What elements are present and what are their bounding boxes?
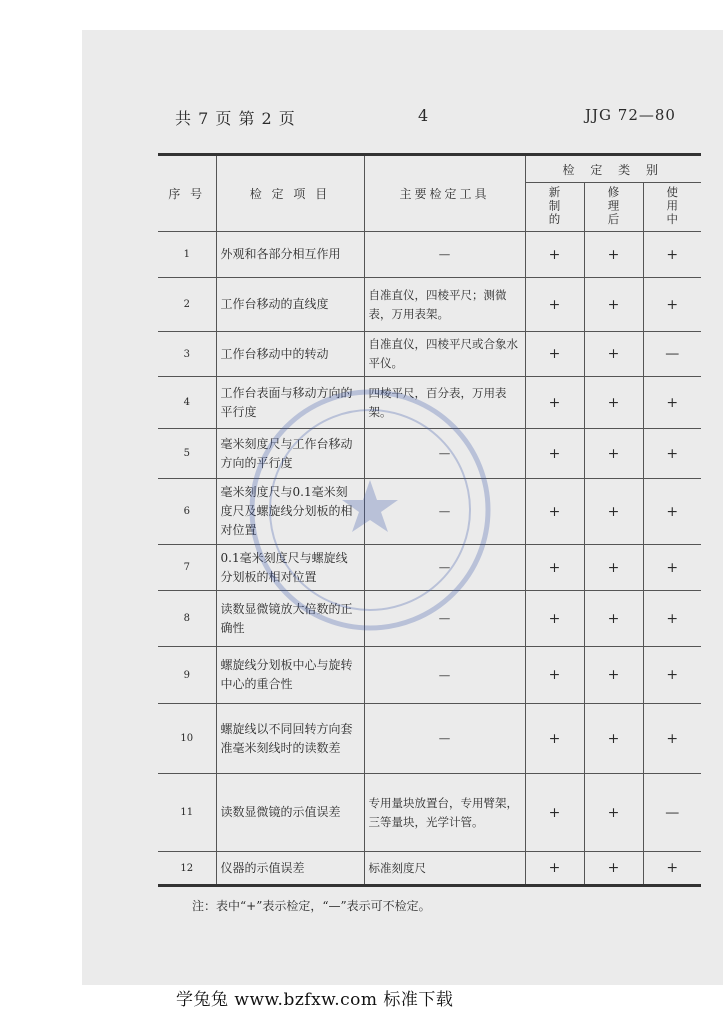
row-number: 9 [158, 647, 216, 704]
row-tools: — [364, 704, 525, 774]
row-tools: — [364, 429, 525, 479]
row-tools: — [364, 591, 525, 647]
table-row [158, 278, 701, 332]
verification-items-table [158, 153, 701, 887]
header-category: 检 定 类 别 [525, 155, 701, 183]
row-repair-mark: + [584, 774, 643, 852]
row-use-mark: + [643, 479, 701, 545]
row-new-mark: + [525, 278, 584, 332]
row-number: 2 [158, 278, 216, 332]
row-tools: 自准直仪，四棱平尺；测微表，万用表架。 [364, 278, 525, 332]
header-item: 检 定 项 目 [216, 155, 364, 232]
table-row [158, 704, 701, 774]
row-item: 毫米刻度尺与0.1毫米刻度尺及螺旋线分划板的相对位置 [216, 479, 364, 545]
row-new-mark: + [525, 232, 584, 278]
table-note: 注：表中“+”表示检定，“—”表示可不检定。 [192, 899, 431, 913]
table-row [158, 332, 701, 377]
row-item: 读数显微镜的示值误差 [216, 774, 364, 852]
row-new-mark: + [525, 704, 584, 774]
table-row [158, 647, 701, 704]
row-use-mark: + [643, 852, 701, 886]
row-number: 8 [158, 591, 216, 647]
row-use-mark: — [643, 332, 701, 377]
row-repair-mark: + [584, 332, 643, 377]
row-new-mark: + [525, 377, 584, 429]
table-row [158, 852, 701, 886]
row-new-mark: + [525, 332, 584, 377]
row-number: 12 [158, 852, 216, 886]
table-row [158, 377, 701, 429]
row-number: 4 [158, 377, 216, 429]
row-item: 工作台移动的直线度 [216, 278, 364, 332]
row-new-mark: + [525, 429, 584, 479]
row-number: 6 [158, 479, 216, 545]
header-tools: 主要检定工具 [364, 155, 525, 232]
row-item: 读数显微镜放大倍数的正确性 [216, 591, 364, 647]
row-number: 3 [158, 332, 216, 377]
row-repair-mark: + [584, 479, 643, 545]
row-tools: 标准刻度尺 [364, 852, 525, 886]
table-row [158, 232, 701, 278]
row-use-mark: + [643, 545, 701, 591]
row-use-mark: + [643, 647, 701, 704]
row-repair-mark: + [584, 591, 643, 647]
row-use-mark: + [643, 232, 701, 278]
row-repair-mark: + [584, 545, 643, 591]
row-new-mark: + [525, 479, 584, 545]
page-count: 共 7 页 第 2 页 [175, 109, 296, 128]
row-tools: — [364, 545, 525, 591]
row-number: 7 [158, 545, 216, 591]
row-tools: — [364, 232, 525, 278]
row-item: 外观和各部分相互作用 [216, 232, 364, 278]
row-repair-mark: + [584, 429, 643, 479]
row-item: 仪器的示值误差 [216, 852, 364, 886]
header-new: 新制的 [525, 183, 584, 232]
row-number: 10 [158, 704, 216, 774]
row-new-mark: + [525, 647, 584, 704]
row-new-mark: + [525, 852, 584, 886]
row-tools: 专用量块放置台，专用臂架，三等量块，光学计管。 [364, 774, 525, 852]
row-use-mark: + [643, 704, 701, 774]
table-row [158, 545, 701, 591]
row-tools: 自准直仪，四棱平尺或合象水平仪。 [364, 332, 525, 377]
standard-code: JJG 72—80 [585, 106, 676, 124]
row-tools: 四棱平尺，百分表，万用表架。 [364, 377, 525, 429]
header-use: 使用中 [643, 183, 701, 232]
row-use-mark: — [643, 774, 701, 852]
row-tools: — [364, 479, 525, 545]
row-use-mark: + [643, 278, 701, 332]
table-row [158, 479, 701, 545]
row-repair-mark: + [584, 852, 643, 886]
site-footer: 学兔兔 www.bzfxw.com 标准下载 [176, 990, 454, 1010]
header-repair: 修理后 [584, 183, 643, 232]
table-row [158, 429, 701, 479]
row-repair-mark: + [584, 647, 643, 704]
row-repair-mark: + [584, 278, 643, 332]
page-number: 4 [418, 106, 429, 125]
row-new-mark: + [525, 591, 584, 647]
row-item: 毫米刻度尺与工作台移动方向的平行度 [216, 429, 364, 479]
row-use-mark: + [643, 377, 701, 429]
row-item: 0.1毫米刻度尺与螺旋线分划板的相对位置 [216, 545, 364, 591]
row-use-mark: + [643, 591, 701, 647]
header-serial: 序 号 [158, 155, 216, 232]
row-item: 工作台表面与移动方向的平行度 [216, 377, 364, 429]
row-item: 螺旋线以不同回转方向套准毫米刻线时的读数差 [216, 704, 364, 774]
row-use-mark: + [643, 429, 701, 479]
row-new-mark: + [525, 774, 584, 852]
row-item: 螺旋线分划板中心与旋转中心的重合性 [216, 647, 364, 704]
table-row [158, 774, 701, 852]
row-repair-mark: + [584, 704, 643, 774]
row-repair-mark: + [584, 232, 643, 278]
row-number: 5 [158, 429, 216, 479]
table-row [158, 591, 701, 647]
row-number: 1 [158, 232, 216, 278]
row-repair-mark: + [584, 377, 643, 429]
row-number: 11 [158, 774, 216, 852]
row-tools: — [364, 647, 525, 704]
row-item: 工作台移动中的转动 [216, 332, 364, 377]
row-new-mark: + [525, 545, 584, 591]
